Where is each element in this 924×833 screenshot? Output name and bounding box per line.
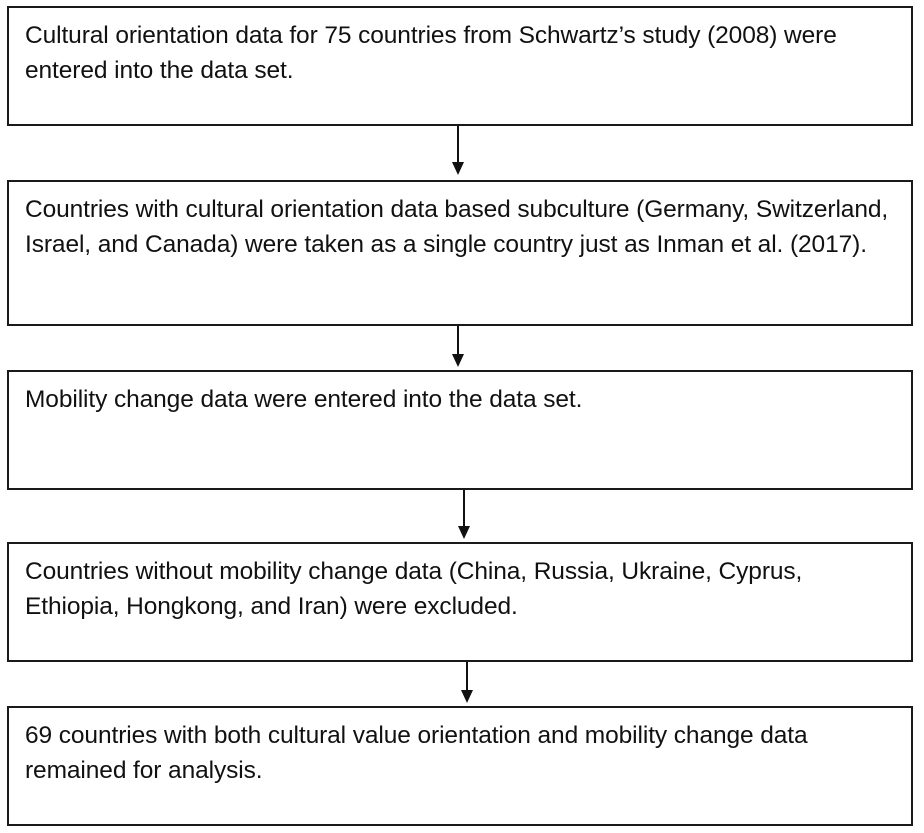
step-3-text: Mobility change data were entered into the data set.: [25, 386, 583, 413]
arrow-3-to-4: [458, 490, 470, 539]
arrow-4-to-5: [461, 662, 473, 703]
step-1-text: Cultural orientation data for 75 countries from Schwartz’s study (2008) were entered into the data set.: [25, 22, 837, 84]
step-2-text: Countries with cultural orientation data based subculture (Germany, Switzerland, Israel, and Canada) were taken as a single country just as Inman et al. (2017).: [25, 196, 889, 258]
flowchart-step-5: [7, 706, 913, 826]
flowchart-step-2: [7, 180, 913, 326]
step-5-text: 69 countries with both cultural value orientation and mobility change data remained for analysis.: [25, 722, 808, 784]
arrow-1-to-2: [452, 126, 464, 175]
step-4-text: Countries without mobility change data (China, Russia, Ukraine, Cyprus, Ethiopia, Hongkong, and Iran) were excluded.: [25, 558, 803, 620]
arrow-2-to-3: [452, 326, 464, 367]
flowchart-step-3: [7, 370, 913, 490]
flowchart-step-4: [7, 542, 913, 662]
flowchart-step-1: [7, 6, 913, 126]
